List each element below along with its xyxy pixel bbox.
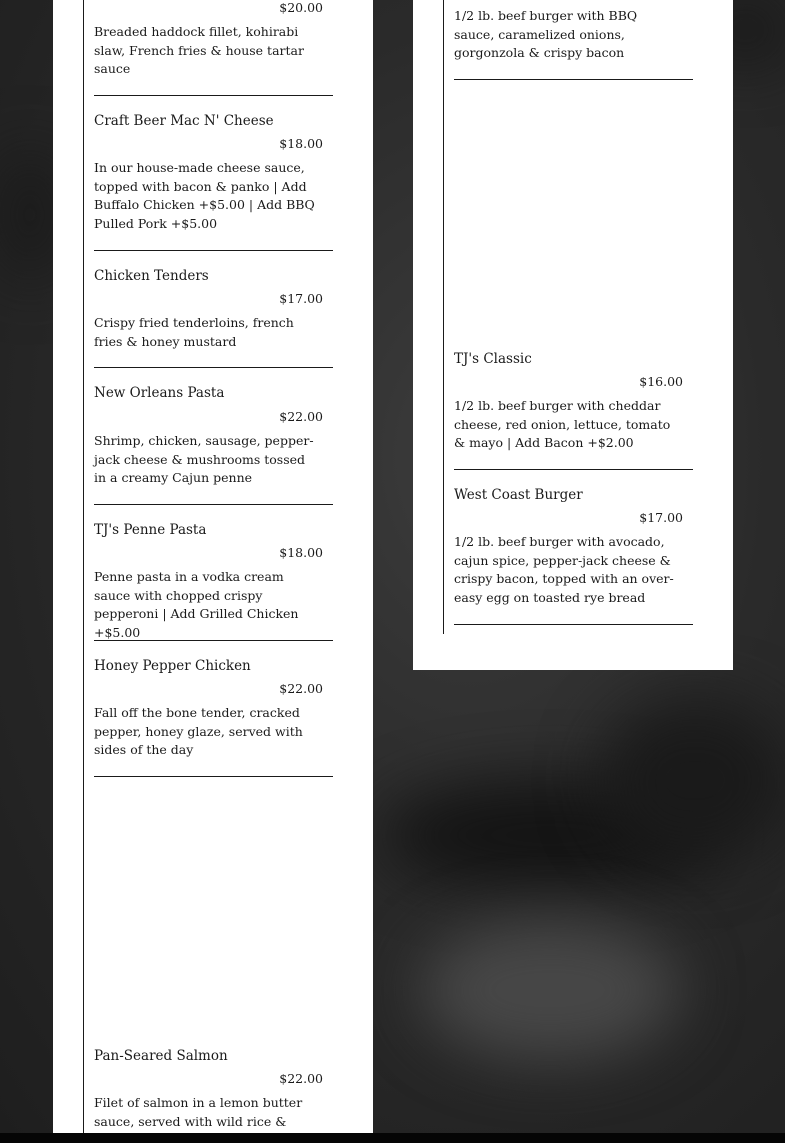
menu-item-price: $22.00 xyxy=(279,681,323,696)
menu-item-divider xyxy=(94,776,333,777)
menu-item-description: Penne pasta in a vodka cream sauce with chopped crispy pepperoni | Add Grilled Chicken +$5.00 xyxy=(94,569,299,641)
menu-item-name: TJ's Penne Pasta xyxy=(94,522,207,538)
menu-item-price: $17.00 xyxy=(639,510,683,525)
background-highlight xyxy=(420,920,680,1060)
menu-item-divider xyxy=(94,504,333,505)
menu-item-divider xyxy=(94,95,333,96)
menu-item-price: $18.00 xyxy=(279,136,323,151)
menu-item-name: Honey Pepper Chicken xyxy=(94,658,251,674)
background-shadow xyxy=(0,150,60,280)
menu-item-price: $20.00 xyxy=(279,0,323,15)
column-divider-line xyxy=(443,0,444,634)
menu-item-divider xyxy=(454,469,693,470)
menu-item-name: Pan-Seared Salmon xyxy=(94,1048,228,1064)
menu-item-description: Breaded haddock fillet, kohirabi slaw, French fries & house tartar sauce xyxy=(94,24,304,77)
menu-item-description: Crispy fried tenderloins, french fries & honey mustard xyxy=(94,315,294,349)
menu-item-divider xyxy=(454,79,693,80)
menu-item-description: 1/2 lb. beef burger with BBQ sauce, caramelized onions, gorgonzola & crispy bacon xyxy=(454,8,638,61)
menu-item-description: Shrimp, chicken, sausage, pepper-jack cheese & mushrooms tossed in a creamy Cajun penne xyxy=(94,433,314,486)
menu-panel-right xyxy=(413,0,733,670)
menu-panel-left xyxy=(53,0,373,1133)
bottom-edge-bar xyxy=(0,1133,785,1143)
menu-item-name: New Orleans Pasta xyxy=(94,385,225,401)
menu-item-name: West Coast Burger xyxy=(454,487,583,503)
menu-item-description: 1/2 lb. beef burger with avocado, cajun spice, pepper-jack cheese & crispy bacon, topped with an over-easy egg on toasted rye bread xyxy=(454,534,674,606)
menu-item-divider xyxy=(94,640,333,641)
menu-item-description: Fall off the bone tender, cracked pepper, honey glaze, served with sides of the day xyxy=(94,705,303,758)
menu-item-price: $22.00 xyxy=(279,1071,323,1086)
background-shadow xyxy=(600,700,785,860)
menu-item-description: 1/2 lb. beef burger with cheddar cheese, red onion, lettuce, tomato & mayo | Add Bacon +$2.00 xyxy=(454,398,671,451)
menu-item-description: In our house-made cheese sauce, topped with bacon & panko | Add Buffalo Chicken +$5.00 | Add BBQ Pulled Pork +$5.00 xyxy=(94,160,315,232)
menu-item-price: $18.00 xyxy=(279,545,323,560)
menu-item-name: Craft Beer Mac N' Cheese xyxy=(94,113,274,129)
menu-item-divider xyxy=(454,624,693,625)
menu-item-name: Chicken Tenders xyxy=(94,268,209,284)
menu-item-price: $16.00 xyxy=(639,374,683,389)
menu-item-description: Filet of salmon in a lemon butter sauce, served with wild rice & xyxy=(94,1095,303,1129)
menu-item-divider xyxy=(94,367,333,368)
column-divider-line xyxy=(83,0,84,1133)
menu-item-price: $22.00 xyxy=(279,409,323,424)
menu-item-price: $17.00 xyxy=(279,291,323,306)
menu-item-name: TJ's Classic xyxy=(454,351,532,367)
menu-item-divider xyxy=(94,250,333,251)
